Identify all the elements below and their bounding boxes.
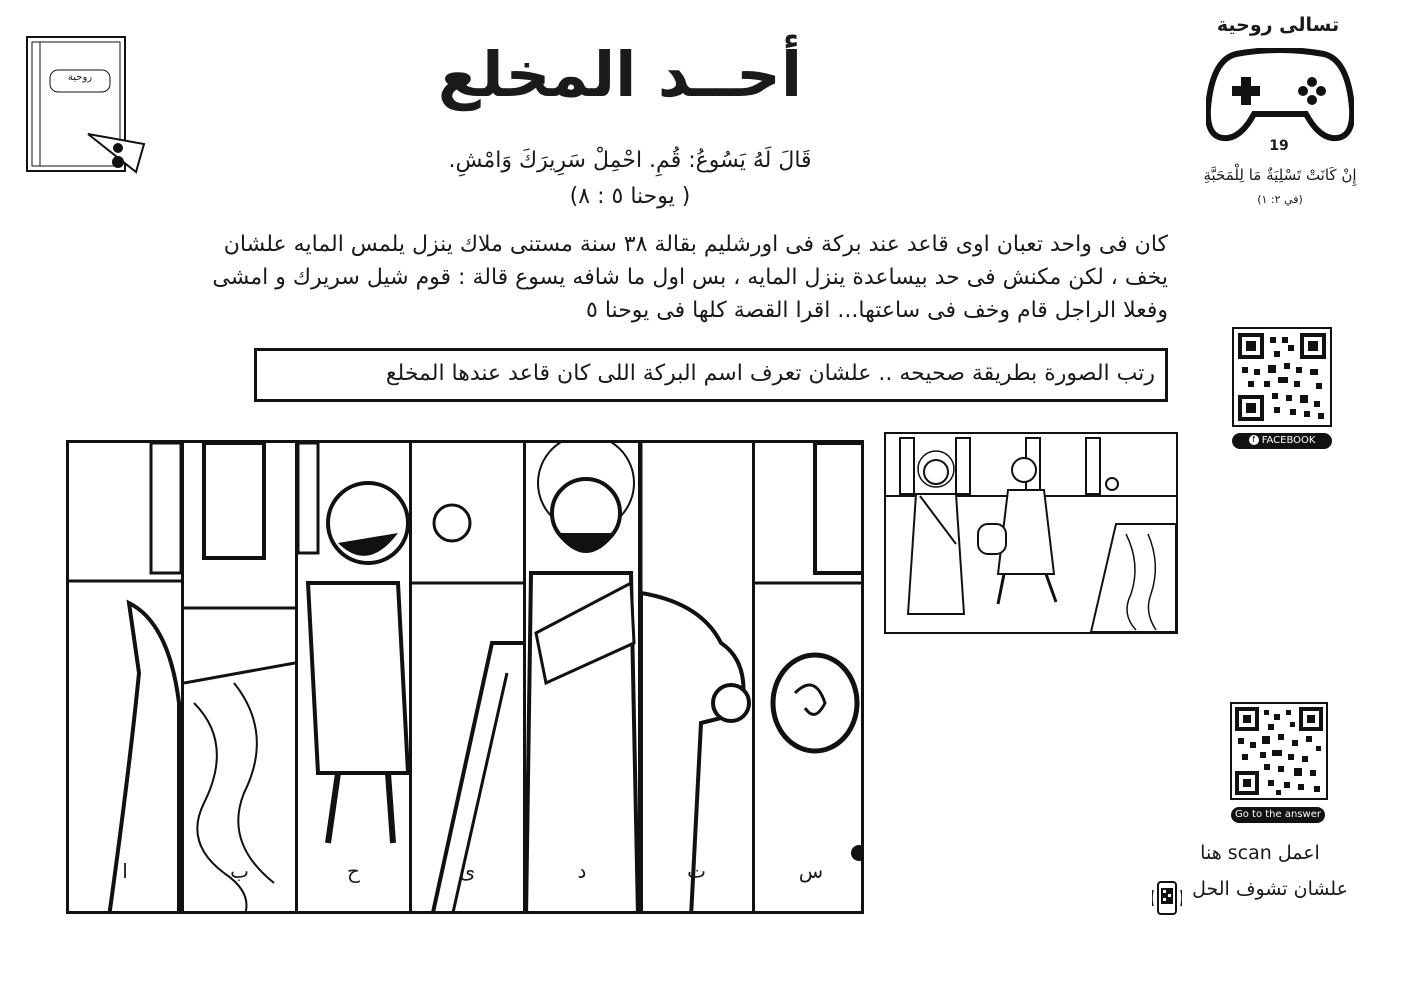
puzzle-strip[interactable] [412, 443, 526, 911]
strip-letter: ت [687, 859, 706, 883]
puzzle-strip[interactable] [69, 443, 184, 911]
picture-puzzle [66, 440, 864, 914]
strip-letter: ا [122, 859, 128, 883]
issue-number: 19 [1269, 138, 1289, 154]
go-to-answer-button[interactable]: Go to the answer [1231, 807, 1325, 823]
puzzle-strip[interactable] [184, 443, 298, 911]
facebook-qr-code[interactable] [1232, 327, 1332, 427]
bible-verse: قَالَ لَهُ يَسُوعُ: قُمِ. احْمِلْ سَرِيرَكَ وَامْشِ. [448, 148, 812, 173]
puzzle-strip[interactable] [755, 443, 864, 911]
verse-reference: ( يوحنا ٥ : ٨) [569, 184, 691, 209]
strip-letter: ح [347, 859, 360, 883]
strip-letter: ب [230, 859, 249, 883]
story-line: يخف ، لكن مكنش فى حد بيساعدة ينزل المايه ، بس اول ما شافه يسوع قالة : قوم شيل سريرك و امشى [212, 265, 1168, 290]
page-title: أحــد المخلع [437, 38, 803, 111]
story-text [40, 228, 1168, 327]
scan-instruction: اعمل scan هنا [1200, 842, 1320, 864]
strip-letter: س [798, 859, 824, 883]
phone-scan-icon [1152, 880, 1182, 916]
story-line: وفعلا الراجل قام وخف فى ساعتها... اقرا القصة كلها فى يوحنا ٥ [586, 298, 1168, 323]
gamepad-icon [1206, 48, 1354, 144]
puzzle-strip[interactable] [526, 443, 641, 911]
brand-motto-reference: (في ٢: ١) [1257, 193, 1303, 206]
scan-instruction-2: علشان تشوف الحل [1192, 878, 1348, 900]
task-instruction-box: رتب الصورة بطريقة صحيحه .. علشان تعرف اسم البركة اللى كان قاعد عندها المخلع [254, 348, 1168, 402]
book-icon [26, 36, 146, 178]
strip-letter: ى [459, 859, 476, 883]
story-line: كان فى واحد تعبان اوى قاعد عند بركة فى اورشليم بقالة ٣٨ سنة مستنى ملاك ينزل يلمس المايه علشان [223, 232, 1168, 257]
brand-title: تسالى روحية [1216, 14, 1340, 36]
brand-motto: إِنْ كَانَتْ تَسْلِيَةٌ مَا لِلْمَحَبَّةِ [1203, 166, 1357, 184]
answer-qr-code[interactable] [1230, 702, 1328, 800]
puzzle-strip[interactable] [298, 443, 412, 911]
book-label: روحية [67, 72, 93, 83]
facebook-button[interactable] [1232, 433, 1332, 449]
strip-letter: د [577, 859, 587, 883]
facebook-label: FACEBOOK [1261, 435, 1316, 446]
reference-picture [884, 432, 1178, 634]
facebook-icon: f [1249, 435, 1259, 445]
puzzle-strip[interactable] [641, 443, 755, 911]
